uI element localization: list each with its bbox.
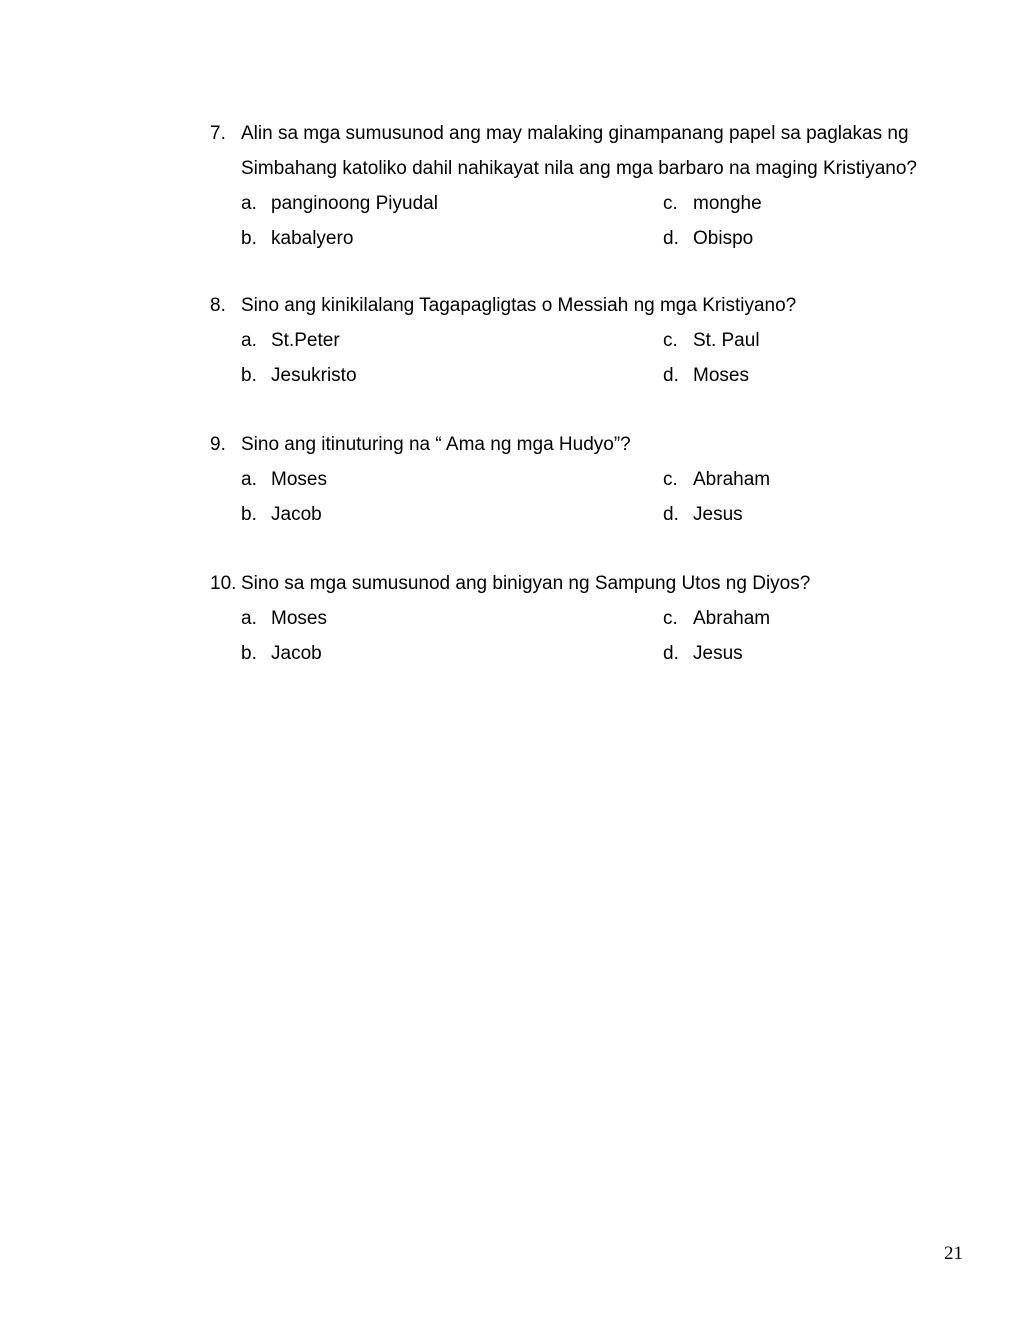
choice-row: [210, 497, 970, 532]
question-line: [210, 116, 970, 151]
choice-text: panginoong Piyudal: [271, 193, 438, 214]
choice-text: monghe: [693, 193, 762, 214]
choice-text: Jacob: [271, 504, 322, 525]
choice-text: Jesus: [693, 504, 743, 525]
choice-text: kabalyero: [271, 228, 354, 249]
choice-text: Jesukristo: [271, 365, 357, 386]
choice-letter: a.: [241, 330, 257, 351]
question-number: 10.: [210, 573, 237, 594]
question-10: [210, 566, 970, 671]
choice-text: Moses: [271, 469, 327, 490]
choice-letter: a.: [241, 193, 257, 214]
question-9: [210, 427, 970, 532]
choice-row: [210, 221, 970, 256]
question-line: [210, 288, 970, 323]
choice-text: Obispo: [693, 228, 754, 249]
choice-text: Jesus: [693, 643, 743, 664]
page-number: 21: [944, 1243, 963, 1264]
choice-letter: c.: [663, 469, 678, 490]
choice-row: [210, 462, 970, 497]
choice-letter: b.: [241, 643, 257, 664]
question-text: Alin sa mga sumusunod ang may malaking ginampanang papel sa paglakas ng: [241, 123, 909, 144]
question-8: [210, 288, 970, 393]
question-line: [210, 566, 970, 601]
question-number: 7.: [210, 123, 226, 144]
choice-letter: b.: [241, 504, 257, 525]
question-line: [210, 427, 970, 462]
choice-text: Abraham: [693, 469, 771, 490]
choice-text: Abraham: [693, 608, 771, 629]
choice-letter: b.: [241, 228, 257, 249]
question-text: Sino ang kinikilalang Tagapagligtas o Messiah ng mga Kristiyano?: [241, 295, 797, 316]
choice-text: St.Peter: [271, 330, 340, 351]
question-text: Sino sa mga sumusunod ang binigyan ng Sampung Utos ng Diyos?: [241, 573, 811, 594]
choice-letter: c.: [663, 608, 678, 629]
choice-text: Moses: [693, 365, 749, 386]
choice-letter: a.: [241, 469, 257, 490]
choice-letter: d.: [663, 504, 679, 525]
choice-letter: c.: [663, 193, 678, 214]
choice-letter: d.: [663, 365, 679, 386]
question-number: 8.: [210, 295, 226, 316]
question-number: 9.: [210, 434, 226, 455]
choice-letter: d.: [663, 643, 679, 664]
choice-row: [210, 636, 970, 671]
choice-letter: a.: [241, 608, 257, 629]
choice-text: St. Paul: [693, 330, 760, 351]
question-text: Sino ang itinuturing na “ Ama ng mga Hudyo”?: [241, 434, 631, 455]
choice-text: Jacob: [271, 643, 322, 664]
choice-row: [210, 323, 970, 358]
question-text: Simbahang katoliko dahil nahikayat nila ang mga barbaro na maging Kristiyano?: [241, 158, 917, 179]
choice-text: Moses: [271, 608, 327, 629]
choice-letter: b.: [241, 365, 257, 386]
choice-letter: c.: [663, 330, 678, 351]
choice-row: [210, 601, 970, 636]
question-7: [210, 116, 970, 256]
choice-letter: d.: [663, 228, 679, 249]
choice-row: [210, 186, 970, 221]
question-line: [210, 151, 970, 186]
choice-row: [210, 358, 970, 393]
